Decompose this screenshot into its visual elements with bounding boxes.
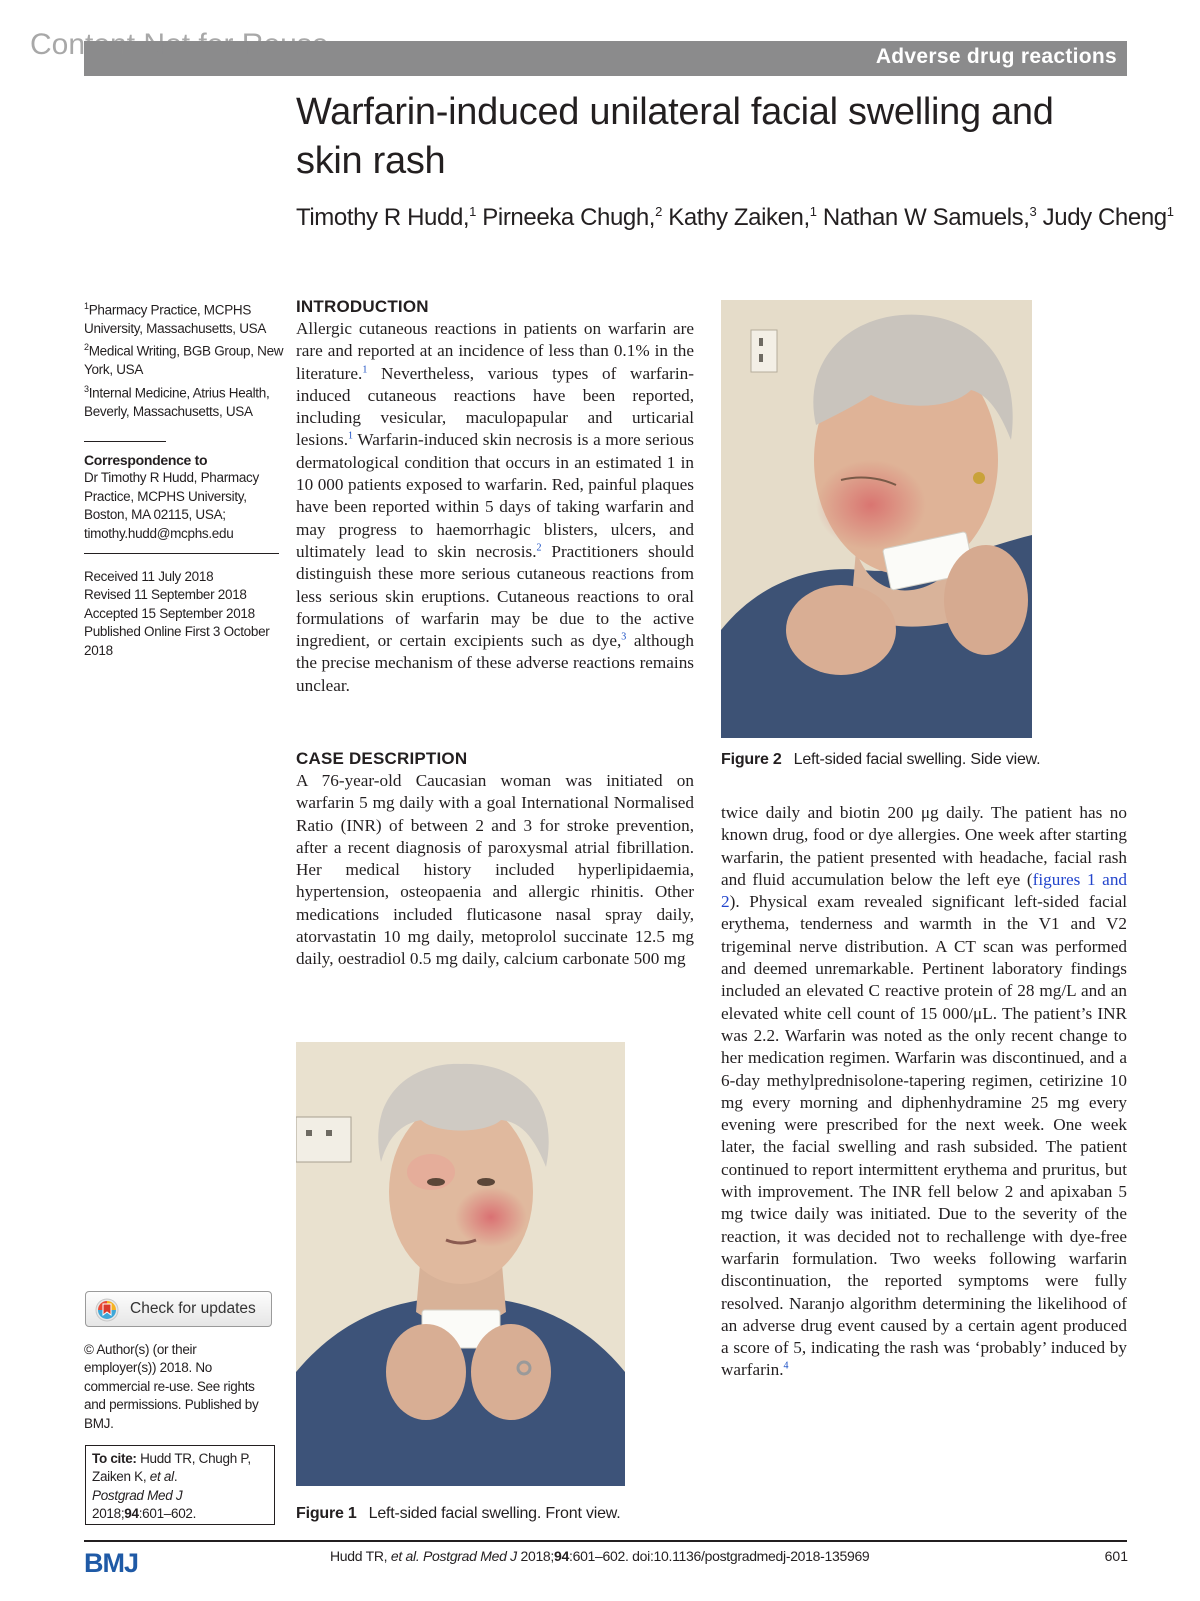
affiliation-item — [84, 380, 284, 421]
affiliation-item — [84, 338, 284, 379]
figure-2-caption-text: Left-sided facial swelling. Side view. — [793, 751, 1041, 768]
reference-link[interactable]: 1 — [348, 430, 354, 442]
cite-journal: Postgrad Med J — [92, 1487, 183, 1503]
date-revised: Revised 11 September 2018 — [84, 587, 247, 603]
footer-year: 2018; — [520, 1548, 555, 1564]
author-affiliation-ref: 1 — [469, 204, 477, 219]
case-body-left: A 76-year-old Caucasian woman was initiated on warfarin 5 mg daily with a goal International Normalised Ratio (INR) of between 2 and 3 for stroke prevention, after a recent diagnosis of paroxysmal atrial fibrillation. Her medical history included hyperlipidaemia, hypertension, osteopaenia and allergic rhinitis. Other medications included fluticasone nasal spray daily, atorvastatin 10 mg daily, metoprolol succinate 12.5 mg daily, oestradiol 0.5 mg daily, calcium carbonate 500 mg — [296, 771, 694, 969]
affiliation-number: 2 — [84, 342, 89, 353]
intro-text: Allergic cutaneous reactions in patients on warfarin are rare and reported at an incidence of less than 0.1% in the literature. — [296, 319, 694, 383]
correspondence — [84, 451, 284, 543]
article-dates — [84, 568, 284, 660]
correspondence-text: Dr Timothy R Hudd, Pharmacy Practice, MCPHS University, Boston, MA 02115, USA; timothy.hudd@mcphs.edu — [84, 470, 259, 541]
check-for-updates-label: Check for updates — [130, 1300, 256, 1317]
cite-year: 2018; — [92, 1506, 125, 1522]
footer-divider — [84, 1540, 1127, 1542]
footer-etal: et al. — [390, 1548, 420, 1564]
author[interactable]: Pirneeka Chugh, — [482, 204, 656, 231]
case-description-heading: CASE DESCRIPTION — [296, 749, 468, 768]
introduction-heading: INTRODUCTION — [296, 297, 429, 316]
cite-authors: Hudd TR, Chugh P, Zaiken K, — [92, 1451, 251, 1485]
intro-text: Nevertheless, various types of warfarin-induced cutaneous reactions have been reported, including vesicular, maculopapular and urticarial lesions. — [296, 363, 694, 450]
case-text: ). Physical exam revealed significant left-sided facial erythema, tenderness and warmth in the V1 and V2 trigeminal nerve distribution. A CT scan was performed and deemed unremarkable. Pertinent laboratory findings included an elevated C reactive protein of 28 mg/L and an elevated white cell count of 15 000/μL. The patient’s INR was 2.2. Warfarin was noted as the only recent change to her medication regimen. Warfarin was discontinued, and a 6-day methylprednisolone-tapering regimen, cetirizine 10 mg every morning and diphenhydramine 25 mg every evening were prescribed for the next week. One week later, the facial swelling and rash subsided. The patient continued to report intermittent erythema and pruritus, but with improvement. The INR fell below 2 and apixaban 5 mg twice daily was initiated. Due to the severity of the reaction, it was decided not to rechallenge with dye-free warfarin formulation. Two weeks following warfarin discontinuation, the reported symptoms were fully resolved. Naranjo algorithm determining the likelihood of an adverse drug event caused by a certain agent produced a score of 5, indicating the rash was ‘probably’ induced by warfarin. — [721, 892, 1127, 1380]
citation-box: To cite: Hudd TR, Chugh P, Zaiken K, et al. Postgrad Med J 2018;94:601–602. — [85, 1445, 275, 1525]
intro-text: although the precise mechanism of these adverse reactions remains unclear. — [296, 631, 694, 695]
figure-1-label: Figure 1 — [296, 1505, 357, 1522]
date-accepted: Accepted 15 September 2018 — [84, 605, 255, 621]
date-published: Published Online First 3 October 2018 — [84, 624, 270, 658]
author[interactable]: Nathan W Samuels, — [822, 204, 1030, 231]
author-affiliation-ref: 3 — [1029, 204, 1037, 219]
author-affiliation-ref: 1 — [809, 204, 817, 219]
reference-link[interactable]: 1 — [362, 363, 368, 375]
correspondence-heading: Correspondence to — [84, 452, 208, 468]
footer-authors: Hudd TR, — [330, 1548, 388, 1564]
figure-2-image — [721, 300, 1032, 738]
affiliations — [84, 297, 284, 421]
sidebar-divider — [84, 441, 166, 442]
footer-journal: Postgrad Med J — [423, 1548, 517, 1564]
cite-pages: :601–602. — [138, 1506, 197, 1522]
author[interactable]: Judy Cheng — [1042, 204, 1167, 231]
intro-text: Warfarin-induced skin necrosis is a more serious dermatological condition that occurs in an estimated 1 in 10 000 patients exposed to warfarin. Red, painful plaques have been reported within 5 days of taking warfarin and may progress to haemorrhagic blisters, ulcers, and ultimately lead to skin necrosis. — [296, 430, 694, 561]
reference-link[interactable]: 2 — [536, 542, 542, 554]
author[interactable]: Timothy R Hudd, — [296, 204, 470, 231]
figure-1-caption-text: Left-sided facial swelling. Front view. — [368, 1505, 621, 1522]
case-text: twice daily and biotin 200 μg daily. The patient has no known drug, food or dye allergies. One week after starting warfarin, the patient presented with headache, facial rash and fluid accumulation below the left eye ( — [721, 803, 1127, 889]
figure-1-image — [296, 1042, 625, 1486]
affiliation-text: Medical Writing, BGB Group, New York, USA — [84, 343, 284, 378]
author-affiliation-ref: 1 — [1166, 204, 1174, 219]
introduction-body — [296, 318, 694, 697]
cite-etal: et al — [149, 1469, 174, 1485]
author[interactable]: Kathy Zaiken, — [668, 204, 810, 231]
date-received: Received 11 July 2018 — [84, 569, 214, 584]
figure-2-caption — [721, 751, 1040, 769]
check-for-updates-button[interactable] — [85, 1291, 272, 1327]
affiliation-number: 1 — [84, 301, 89, 311]
figure-link[interactable]: figures 1 and 2 — [721, 869, 1128, 912]
copyright-notice: © Author(s) (or their employer(s)) 2018. No commercial re-use. See rights and permissions. Published by BMJ. — [84, 1342, 259, 1431]
reference-link[interactable]: 3 — [621, 631, 627, 643]
author-list — [296, 204, 1174, 232]
footer-doi[interactable]: :601–602. doi:10.1136/postgradmedj-2018-135969 — [569, 1548, 870, 1564]
bmj-logo[interactable]: BMJ — [84, 1548, 139, 1578]
affiliation-text: Pharmacy Practice, MCPHS University, Massachusetts, USA — [84, 302, 267, 336]
affiliation-item — [84, 297, 284, 338]
reference-link[interactable]: 4 — [783, 1360, 789, 1372]
cite-label: To cite: — [92, 1451, 137, 1466]
affiliation-number: 3 — [84, 383, 89, 394]
footer-volume: 94 — [554, 1548, 569, 1564]
crossmark-icon — [95, 1298, 119, 1322]
article-title: Warfarin-induced unilateral facial swelling and skin rash — [296, 91, 1054, 182]
section-label: Adverse drug reactions — [875, 45, 1117, 68]
page-number: 601 — [1104, 1548, 1128, 1564]
watermark: Content Not for Reuse — [30, 28, 329, 61]
author-affiliation-ref: 2 — [655, 204, 662, 219]
intro-text: Practitioners should distinguish these more serious cutaneous reactions from less serious skin eruptions. Cutaneous reactions to oral formulations of warfarin may be due to the active ingredient, or certain excipients such as dye, — [296, 541, 694, 651]
cite-volume: 94 — [124, 1506, 139, 1522]
affiliation-text: Internal Medicine, Atrius Health, Beverly, Massachusetts, USA — [84, 385, 270, 419]
sidebar-divider — [84, 553, 279, 554]
figure-2-label: Figure 2 — [721, 751, 782, 768]
case-body-right — [721, 802, 1127, 1382]
footer-citation — [330, 1548, 869, 1564]
figure-1-caption — [296, 1505, 621, 1523]
